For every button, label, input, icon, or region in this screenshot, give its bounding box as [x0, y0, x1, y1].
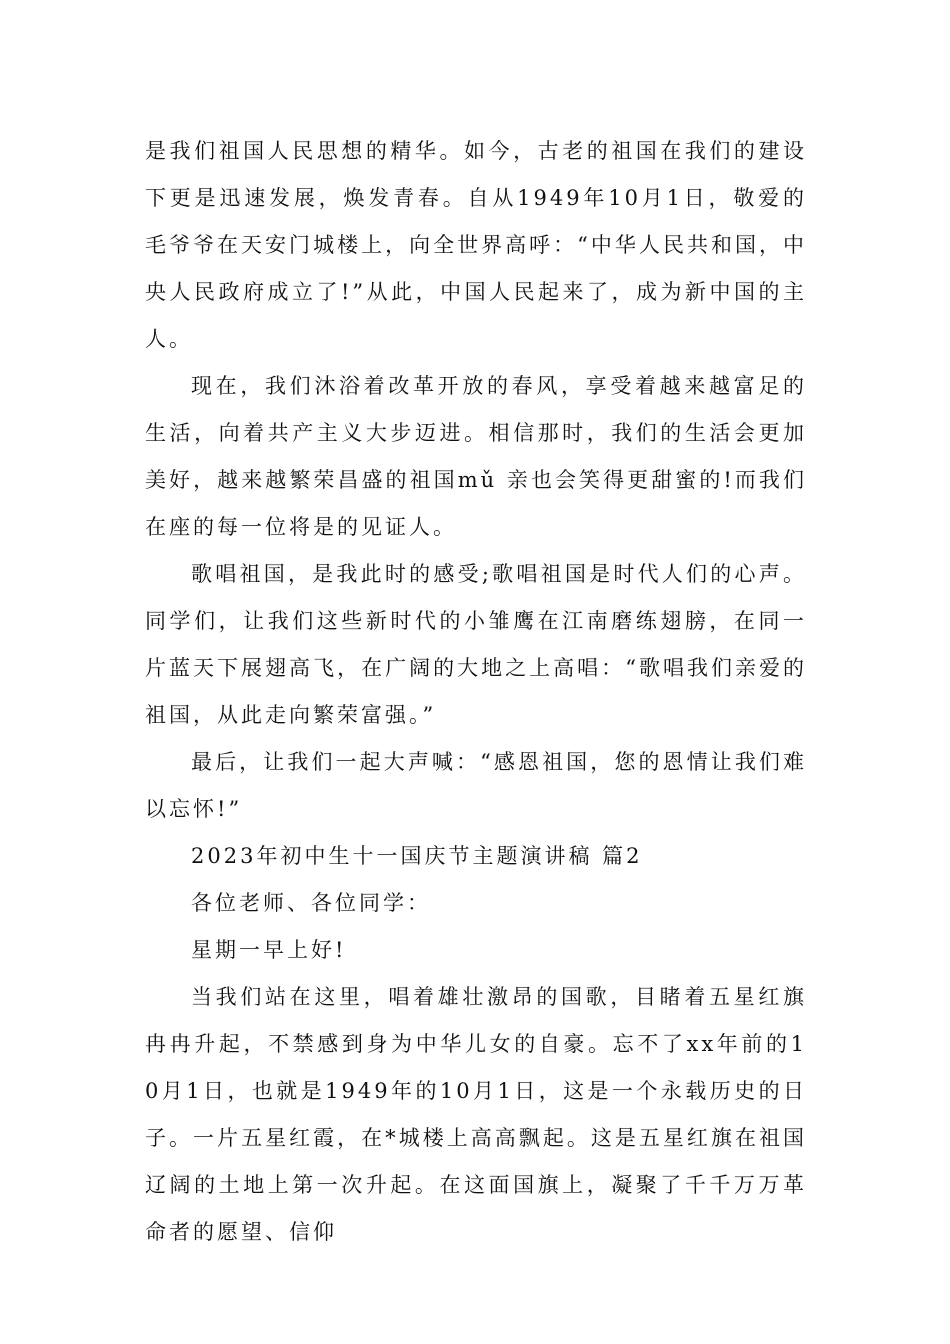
greeting: 星期一早上好!	[191, 938, 347, 962]
section-heading: 2023年初中生十一国庆节主题演讲稿 篇2	[191, 844, 643, 868]
salutation: 各位老师、各位同学：	[191, 891, 431, 915]
paragraph-1: 是我们祖国人民思想的精华。如今，古老的祖国在我们的建设下更是迅速发展，焕发青春。自从1949年10月1日，敬爱的毛爷爷在天安门城楼上，向全世界高呼：“中华人民共和国，中央人民政府成立了!”从此，中国人民起来了，成为新中国的主人。	[145, 139, 807, 351]
paragraph-5: 当我们站在这里，唱着雄壮激昂的国歌，目睹着五星红旗冉冉升起，不禁感到身为中华儿女的自豪。忘不了xx年前的10月1日，也就是1949年的10月1日，这是一个永载历史的日子。一片五星红霞，在*城楼上高高飘起。这是五星红旗在祖国辽阔的土地上第一次升起。在这面国旗上，凝聚了千千万万革命者的愿望、信仰	[145, 985, 807, 1244]
document-body	[145, 128, 807, 1256]
paragraph-2: 现在，我们沐浴着改革开放的春风，享受着越来越富足的生活，向着共产主义大步迈进。相信那时，我们的生活会更加美好，越来越繁荣昌盛的祖国mǔ 亲也会笑得更甜蜜的!而我们在座的每一位将是的见证人。	[145, 374, 807, 539]
paragraph-3: 歌唱祖国，是我此时的感受;歌唱祖国是时代人们的心声。同学们，让我们这些新时代的小雏鹰在江南磨练翅膀，在同一片蓝天下展翅高飞，在广阔的大地之上高唱：“歌唱我们亲爱的祖国，从此走向繁荣富强。”	[145, 562, 807, 727]
paragraph-4: 最后，让我们一起大声喊：“感恩祖国，您的恩情让我们难以忘怀!”	[145, 750, 807, 821]
